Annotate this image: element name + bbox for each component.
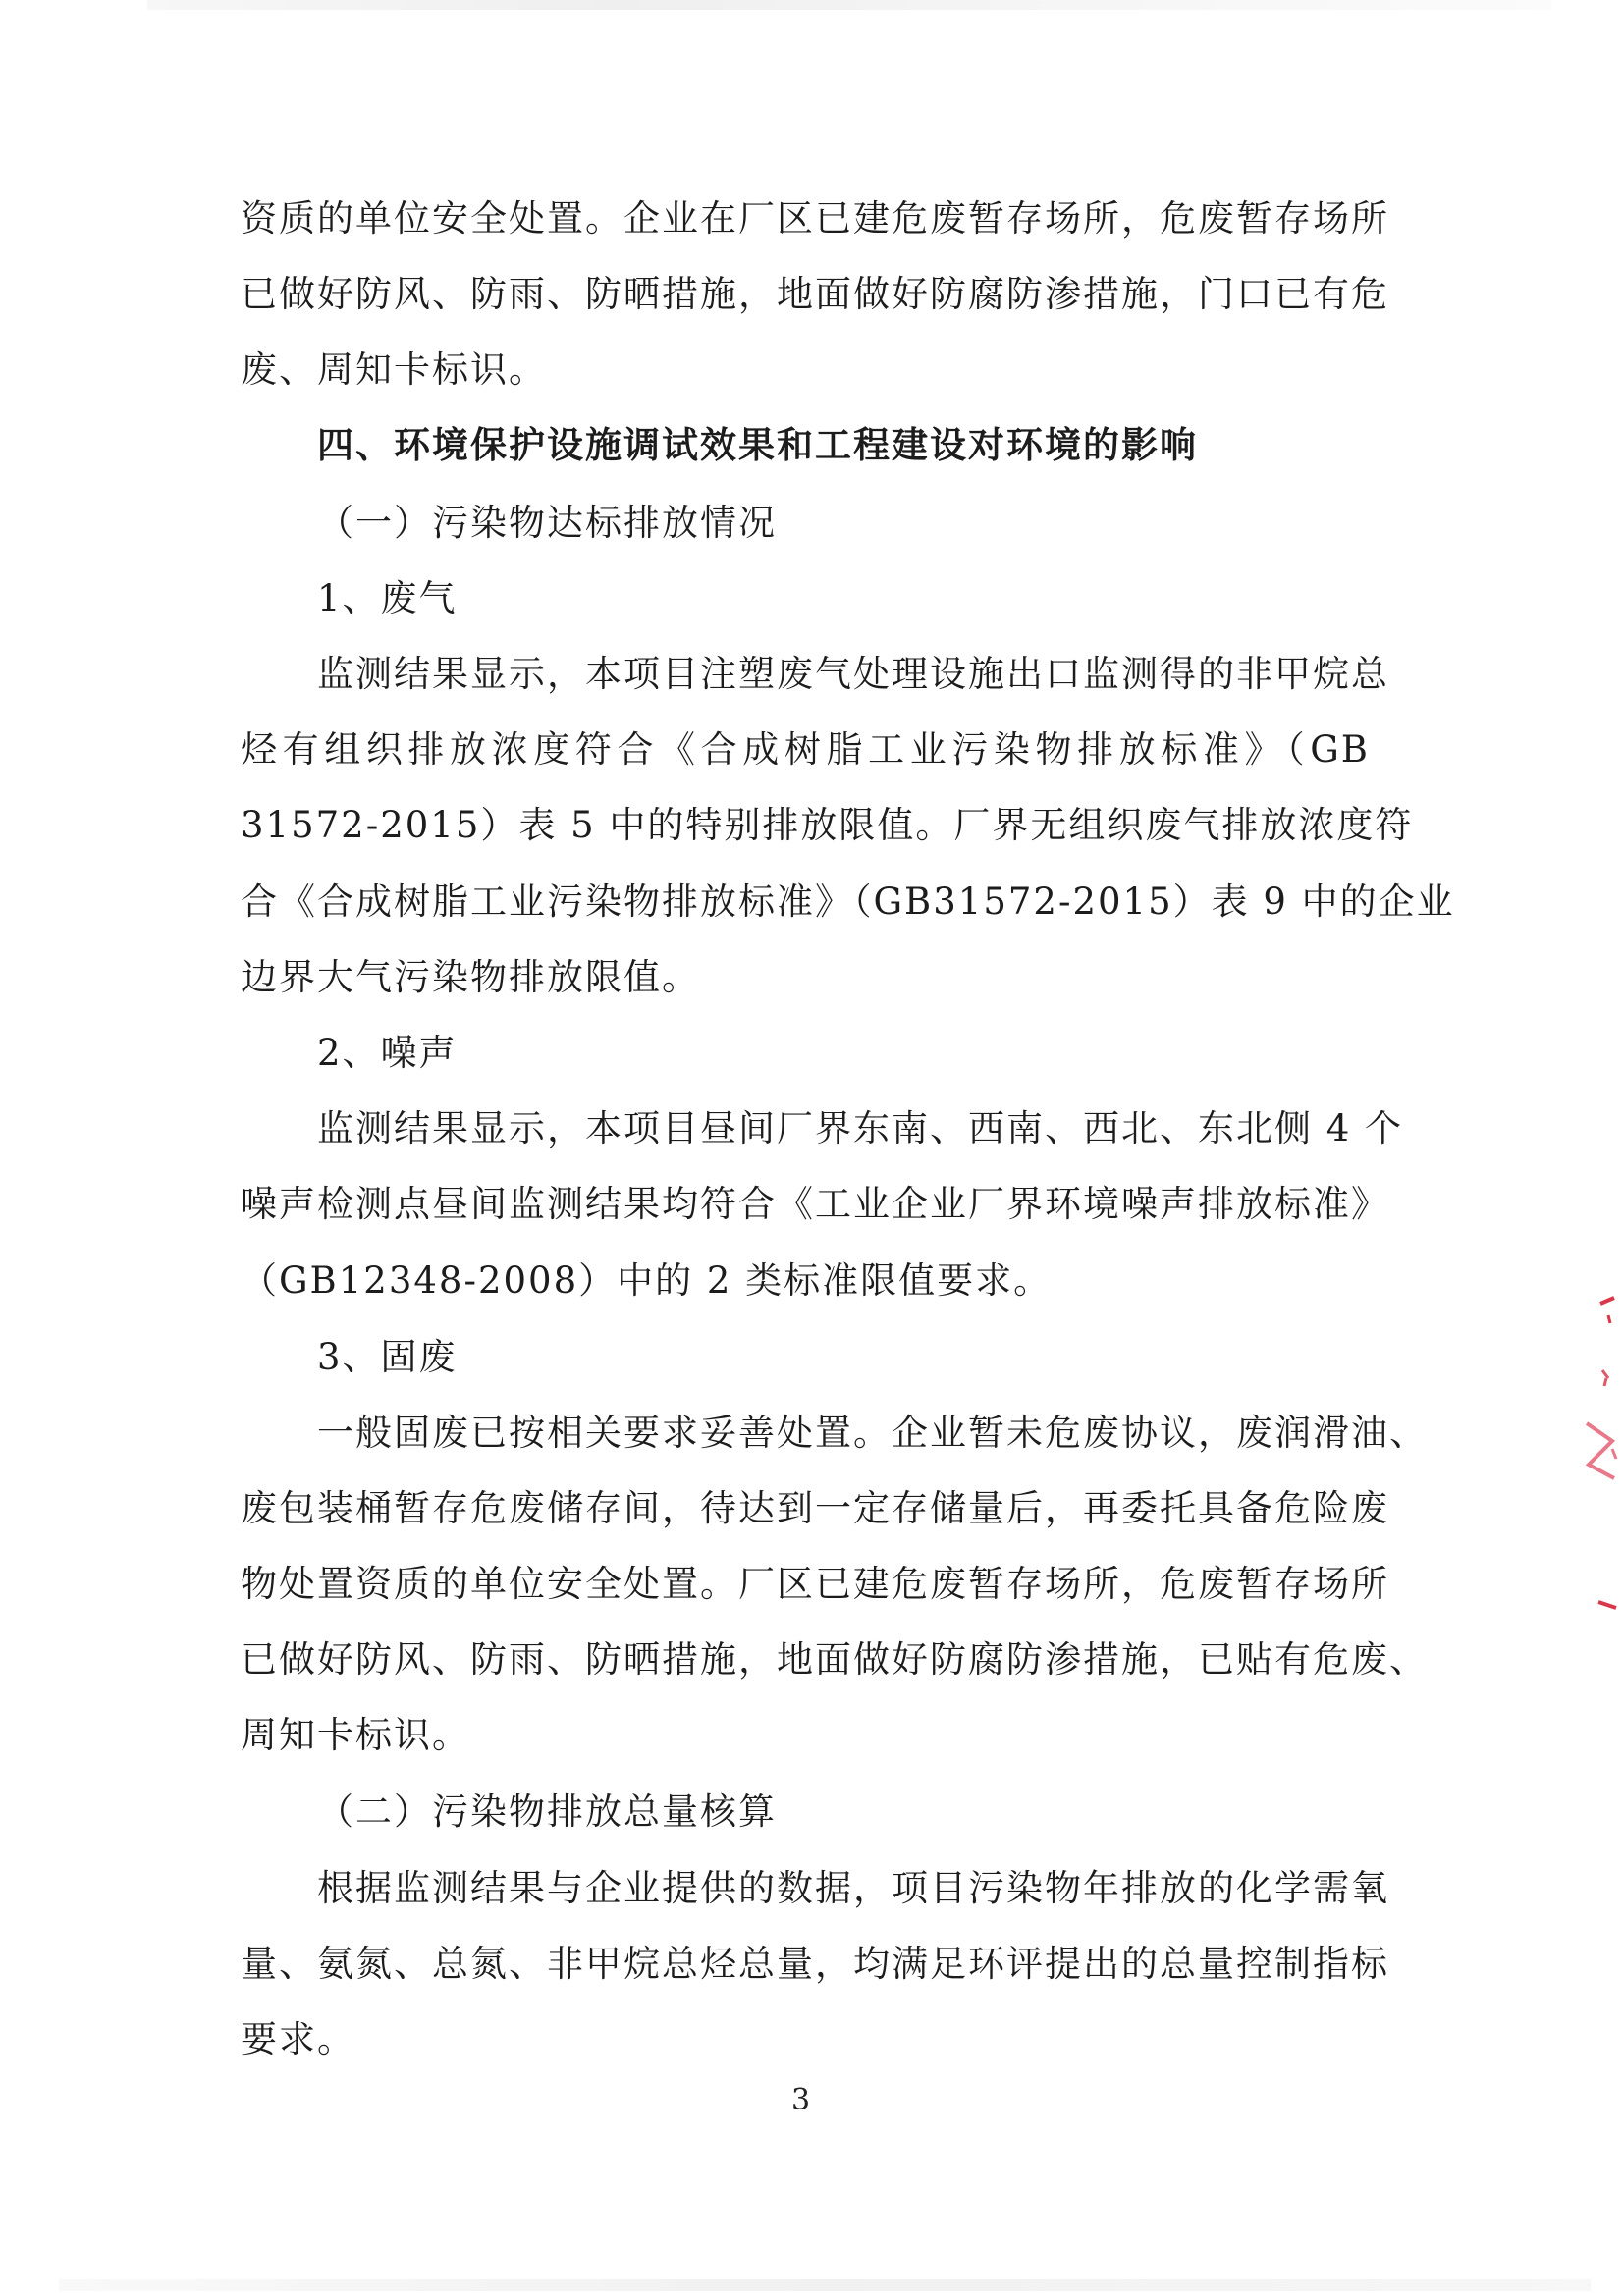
subsection-heading: （一）污染物达标排放情况 — [317, 502, 777, 544]
body-text-line: 量、氨氮、总氮、非甲烷总烃总量，均满足环评提出的总量控制指标 — [241, 1943, 1389, 1985]
body-text-line: 废、周知卡标识。 — [241, 348, 547, 391]
body-text-line: 已做好防风、防雨、防晒措施，地面做好防腐防渗措施，已贴有危废、 — [241, 1638, 1428, 1681]
body-text-line: 监测结果显示，本项目注塑废气处理设施出口监测得的非甲烷总 — [317, 653, 1389, 695]
body-text-line: 根据监测结果与企业提供的数据，项目污染物年排放的化学需氧 — [317, 1867, 1389, 1909]
body-text-line: 一般固废已按相关要求妥善处置。企业暂未危废协议，废润滑油、 — [317, 1412, 1428, 1454]
body-text-line: 监测结果显示，本项目昼间厂界东南、西南、西北、东北侧 4 个 — [317, 1107, 1404, 1149]
body-text-line: 物处置资质的单位安全处置。厂区已建危废暂存场所，危废暂存场所 — [241, 1563, 1389, 1605]
body-text-line: 废包装桶暂存危废储存间，待达到一定存储量后，再委托具备危险废 — [241, 1487, 1389, 1529]
body-text-line: 合《合成树脂工业污染物排放标准》（GB31572-2015）表 9 中的企业 — [241, 881, 1455, 923]
body-text-line: 31572-2015）表 5 中的特别排放限值。厂界无组织废气排放浓度符 — [241, 804, 1414, 846]
item-heading-waste-gas: 1、废气 — [317, 577, 458, 619]
body-text-line: 噪声检测点昼间监测结果均符合《工业企业厂界环境噪声排放标准》 — [241, 1183, 1389, 1225]
scan-edge-top — [147, 0, 1551, 10]
page-number: 3 — [791, 2083, 811, 2117]
item-heading-noise: 2、噪声 — [317, 1032, 458, 1074]
body-text-line: 边界大气污染物排放限值。 — [241, 956, 700, 998]
body-text-line: 要求。 — [241, 2018, 355, 2060]
body-text-line: 周知卡标识。 — [241, 1714, 470, 1756]
body-text-line: （GB12348-2008）中的 2 类标准限值要求。 — [241, 1259, 1053, 1302]
body-text-line: 烃有组织排放浓度符合《合成树脂工业污染物排放标准》（GB — [241, 728, 1370, 771]
body-text-line: 资质的单位安全处置。企业在厂区已建危废暂存场所，危废暂存场所 — [241, 197, 1389, 240]
subsection-heading: （二）污染物排放总量核算 — [317, 1790, 777, 1833]
item-heading-solid-waste: 3、固废 — [317, 1336, 458, 1378]
seal-stamp-fragment — [1579, 1276, 1618, 1629]
section-heading: 四、环境保护设施调试效果和工程建设对环境的影响 — [317, 424, 1198, 466]
body-text-line: 已做好防风、防雨、防晒措施，地面做好防腐防渗措施，门口已有危 — [241, 273, 1389, 315]
scan-edge-bottom — [59, 2279, 1591, 2291]
